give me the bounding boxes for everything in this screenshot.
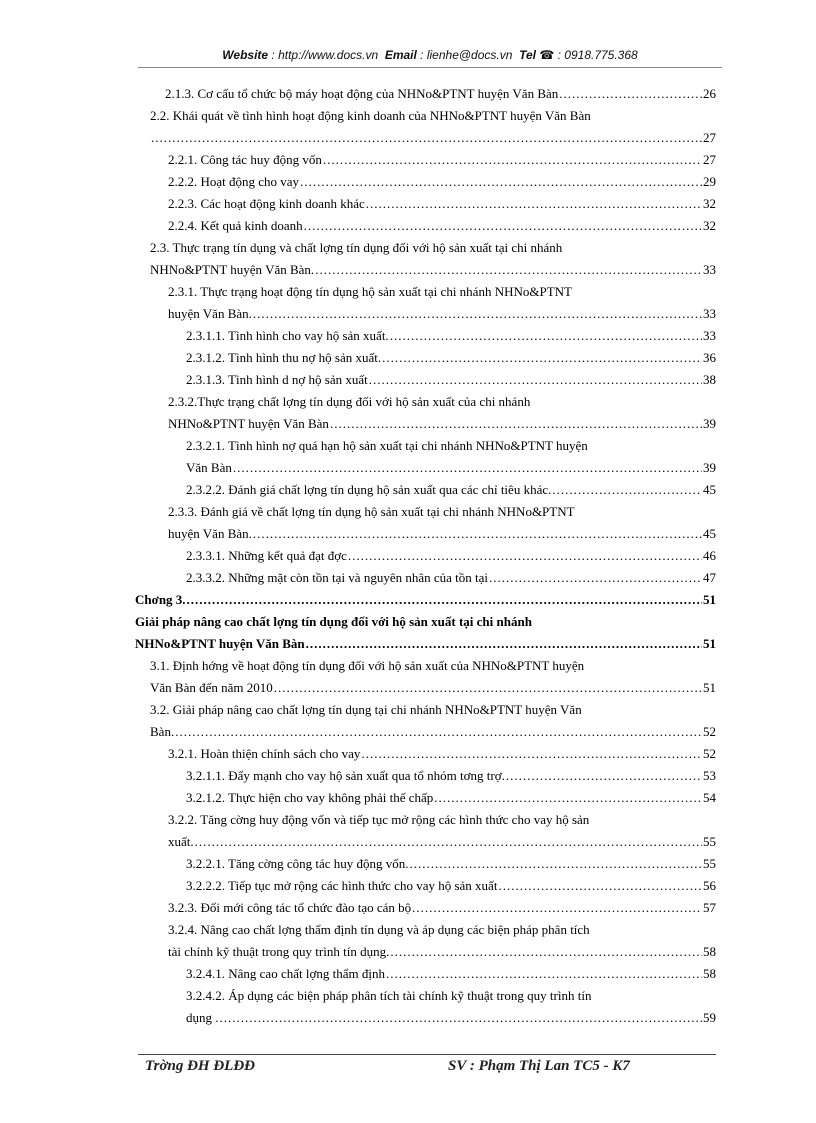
toc-entry-title: 3.2. Giải pháp nâng cao chất lợng tín dụng tại chi nhánh NHNo&PTNT huyện Văn [150, 702, 582, 717]
toc-page-number: 55 [703, 856, 716, 871]
toc-leader-dots [410, 853, 702, 875]
toc-entry[interactable] [168, 171, 716, 193]
toc-entry[interactable] [186, 875, 716, 897]
toc-entry-line[interactable] [150, 237, 716, 259]
toc-page-number: 39 [703, 460, 716, 475]
toc-entry-title: 2.2.1. Công tác huy động vốn [168, 152, 322, 167]
toc-entry-title: NHNo&PTNT huyện Văn Bàn [168, 416, 329, 431]
toc-entry-line[interactable] [168, 919, 716, 941]
toc-entry-title: Văn Bàn [186, 460, 232, 475]
footer-student: SV : Phạm Thị Lan TC5 - K7 [448, 1058, 630, 1074]
toc-leader-dots [386, 963, 702, 985]
toc-leader-dots [323, 149, 702, 171]
toc-entry-title: 2.2.2. Hoạt động cho vay [168, 174, 300, 189]
toc-entry-title: 2.1.3. Cơ cấu tổ chức bộ máy hoạt động của NHNo&PTNT huyện Văn Bàn [165, 86, 559, 101]
toc-page-number: 54 [703, 790, 716, 805]
toc-leader-dots [366, 193, 702, 215]
toc-entry[interactable] [186, 325, 716, 347]
toc-leader-dots [489, 567, 702, 589]
toc-entry[interactable] [168, 523, 716, 545]
toc-entry-title: huyện Văn Bàn. [168, 306, 252, 321]
toc-page-number: 38 [703, 372, 716, 387]
toc-entry[interactable] [168, 413, 716, 435]
toc-entry-title: 2.3.3.1. Những kết quả đạt đợc [186, 548, 347, 563]
toc-page-number: 33 [703, 328, 716, 343]
email-label: Email [384, 48, 417, 62]
toc-entry[interactable] [168, 303, 716, 325]
toc-entry-title: 2.3.3.2. Những mặt còn tồn tại và nguyên nhân của tồn tại [186, 570, 489, 585]
toc-page-number: 58 [703, 944, 716, 959]
toc-leader-dots [274, 677, 702, 699]
toc-leader-dots [369, 369, 702, 391]
toc-entry-title: 2.3.1.3. Tình hình d nợ hộ sản xuất [186, 372, 368, 387]
toc-entry[interactable] [186, 963, 716, 985]
page-header [138, 48, 722, 62]
toc-entry-title: 2.3. Thực trạng tín dụng và chất lợng tín dụng đối với hộ sản xuất tại chi nhánh [150, 240, 563, 255]
toc-entry-line[interactable] [168, 809, 716, 831]
toc-page-number: 36 [703, 350, 716, 365]
toc-entry[interactable] [168, 193, 716, 215]
toc-entry-title: Chơng 3. [135, 592, 186, 607]
toc-leader-dots [220, 1007, 703, 1029]
toc-entry[interactable] [135, 589, 716, 611]
toc-leader-dots [434, 787, 702, 809]
toc-entry[interactable] [186, 853, 716, 875]
toc-entry-line[interactable] [150, 655, 716, 677]
toc-page-number: 32 [703, 218, 716, 233]
toc-entry[interactable] [150, 721, 716, 743]
toc-entry-title: huyện Văn Bàn. [168, 526, 252, 541]
toc-entry-title: 2.2.3. Các hoạt động kinh doanh khác [168, 196, 365, 211]
toc-entry-line[interactable] [150, 699, 716, 721]
toc-entry[interactable] [186, 567, 716, 589]
toc-leader-dots [506, 765, 702, 787]
toc-page-number: 58 [703, 966, 716, 981]
toc-entry-line[interactable] [135, 611, 716, 633]
toc-page-number: 39 [703, 416, 716, 431]
toc-leader-dots [361, 743, 702, 765]
toc-page-number: 27 [703, 130, 716, 145]
toc-leader-dots [187, 589, 702, 611]
toc-entry-title: 2.3.1.2. Tình hình thu nợ hộ sản xuất. [186, 350, 382, 365]
toc-leader-dots [382, 347, 702, 369]
toc-entry[interactable] [168, 743, 716, 765]
toc-page-number: 46 [703, 548, 716, 563]
toc-leader-dots [300, 171, 702, 193]
toc-leader-dots [151, 127, 702, 149]
toc-entry-line[interactable] [168, 501, 716, 523]
toc-entry-title: 3.2.3. Đổi mới công tác tổ chức đào tạo cán bộ [168, 900, 412, 915]
toc-leader-dots [233, 457, 702, 479]
toc-entry[interactable] [168, 215, 716, 237]
toc-page-number: 59 [703, 1010, 716, 1025]
toc-page-number: 45 [703, 482, 716, 497]
toc-leader-dots [253, 523, 702, 545]
toc-leader-dots [559, 83, 702, 105]
toc-entry-title: 3.2.1.2. Thực hiện cho vay không phải thế chấp [186, 790, 434, 805]
toc-entry[interactable] [186, 545, 716, 567]
toc-entry-title: Bàn. [150, 724, 175, 739]
toc-entry[interactable] [150, 677, 716, 699]
toc-entry-title: NHNo&PTNT huyện Văn Bàn [135, 636, 305, 651]
tel-label: Tel [519, 48, 536, 62]
toc-entry-line[interactable] [186, 985, 716, 1007]
toc-entry[interactable] [186, 369, 716, 391]
toc-entry-title: NHNo&PTNT huyện Văn Bàn. [150, 262, 315, 277]
toc-leader-dots [412, 897, 702, 919]
toc-entry[interactable] [186, 765, 716, 787]
footer-rule [138, 1054, 716, 1055]
toc-entry-title: 3.2.1. Hoàn thiện chính sách cho vay [168, 746, 361, 761]
toc-entry-title: xuất. [168, 834, 194, 849]
toc-entry[interactable] [168, 897, 716, 919]
toc-entry-line[interactable] [186, 435, 716, 457]
toc-entry[interactable] [186, 1007, 716, 1029]
toc-leader-dots [390, 941, 702, 963]
toc-page-number: 32 [703, 196, 716, 211]
toc-entry-title: 2.3.2.Thực trạng chất lợng tín dụng đối với hộ sản xuất của chi nhánh [168, 394, 531, 409]
toc-entry[interactable] [150, 127, 716, 149]
toc-leader-dots [498, 875, 702, 897]
toc-entry-title: 3.2.2. Tăng cờng huy động vốn và tiếp tục mở rộng các hình thức cho vay hộ sản [168, 812, 590, 827]
website-value[interactable]: : http://www.docs.vn [271, 48, 379, 62]
toc-page-number: 51 [703, 680, 716, 695]
toc-entry-title: 2.3.1. Thực trạng hoạt động tín dụng hộ sản xuất tại chi nhánh NHNo&PTNT [168, 284, 572, 299]
website-label: Website [222, 48, 269, 62]
toc-entry-title: 2.2.4. Kết quả kinh doanh [168, 218, 303, 233]
toc-page-number: 33 [703, 306, 716, 321]
toc-entry-title: Văn Bàn đến năm 2010 [150, 680, 273, 695]
toc-page-number: 33 [703, 262, 716, 277]
toc-leader-dots [253, 303, 702, 325]
toc-page-number: 52 [703, 746, 716, 761]
toc-entry[interactable] [135, 633, 716, 655]
toc-page-number: 45 [703, 526, 716, 541]
toc-entry-title: 2.2. Khái quát về tình hình hoạt động kinh doanh của NHNo&PTNT huyện Văn Bàn [150, 108, 591, 123]
toc-entry[interactable] [168, 831, 716, 853]
toc-page-number: 56 [703, 878, 716, 893]
toc-page-number: 47 [703, 570, 716, 585]
email-value[interactable]: : lienhe@docs.vn [420, 48, 513, 62]
toc-entry[interactable] [168, 941, 716, 963]
toc-leader-dots [175, 721, 702, 743]
toc-entry-title: 3.2.1.1. Đẩy mạnh cho vay hộ sản xuất qua tổ nhóm tơng trợ. [186, 768, 505, 783]
toc-leader-dots [304, 215, 702, 237]
toc-page-number: 51 [703, 592, 716, 607]
toc-leader-dots [315, 259, 702, 281]
toc-leader-dots [552, 479, 702, 501]
toc-leader-dots [195, 831, 702, 853]
toc-entry-title: 2.3.3. Đánh giá về chất lợng tín dụng hộ sản xuất tại chi nhánh NHNo&PTNT [168, 504, 575, 519]
toc-entry-title: 3.2.2.2. Tiếp tục mở rộng các hình thức cho vay hộ sản xuất [186, 878, 498, 893]
toc-page-number: 57 [703, 900, 716, 915]
toc-page-number: 51 [703, 636, 716, 651]
toc-entry-title: 2.3.2.1. Tình hình nợ quá hạn hộ sản xuất tại chi nhánh NHNo&PTNT huyện [186, 438, 588, 453]
footer-school: Trờng ĐH ĐLĐĐ [145, 1058, 255, 1074]
toc-leader-dots [306, 633, 702, 655]
toc-entry-title: 2.3.1.1. Tình hình cho vay hộ sản xuất. [186, 328, 389, 343]
header-rule [138, 67, 722, 68]
toc-page-number: 27 [703, 152, 716, 167]
toc-entry-line[interactable] [150, 105, 716, 127]
toc-entry-title: 3.2.4. Nâng cao chất lợng thẩm định tín dụng và áp dụng các biện pháp phân tích [168, 922, 590, 937]
toc-entry-line[interactable] [168, 281, 716, 303]
toc-leader-dots [390, 325, 702, 347]
toc-entry-title: 3.2.2.1. Tăng cờng công tác huy động vốn. [186, 856, 409, 871]
toc-page-number: 26 [703, 86, 716, 101]
toc-entry[interactable] [186, 479, 716, 501]
toc-entry[interactable] [186, 347, 716, 369]
toc-entry[interactable] [150, 259, 716, 281]
tel-value: : 0918.775.368 [557, 48, 638, 62]
toc-page-number: 55 [703, 834, 716, 849]
toc-page-number: 52 [703, 724, 716, 739]
toc-leader-dots [330, 413, 702, 435]
toc-entry-title: 3.2.4.2. Áp dụng các biện pháp phân tích tài chính kỹ thuật trong quy trình tín [186, 988, 592, 1003]
phone-icon: ☎ [539, 48, 555, 62]
toc-entry[interactable] [186, 457, 716, 479]
toc-page-number: 53 [703, 768, 716, 783]
toc-entry-title: 3.1. Định hớng về hoạt động tín dụng đối với hộ sản xuất của NHNo&PTNT huyện [150, 658, 585, 673]
toc-entry-title: 2.3.2.2. Đánh giá chất lợng tín dụng hộ sản xuất qua các chỉ tiêu khác. [186, 482, 552, 497]
toc-entry[interactable] [165, 83, 716, 105]
toc-entry[interactable] [186, 787, 716, 809]
toc-entry-title: tài chính kỹ thuật trong quy trình tín dụng. [168, 944, 390, 959]
toc-entry[interactable] [168, 149, 716, 171]
toc-entry-title: Giải pháp nâng cao chất lợng tín dụng đối với hộ sản xuất tại chi nhánh [135, 614, 532, 629]
toc-entry-line[interactable] [168, 391, 716, 413]
toc-leader-dots [348, 545, 702, 567]
toc-entry-title: dụng . [186, 1010, 219, 1025]
toc-entry-title: 3.2.4.1. Nâng cao chất lợng thẩm định [186, 966, 385, 981]
toc-page-number: 29 [703, 174, 716, 189]
